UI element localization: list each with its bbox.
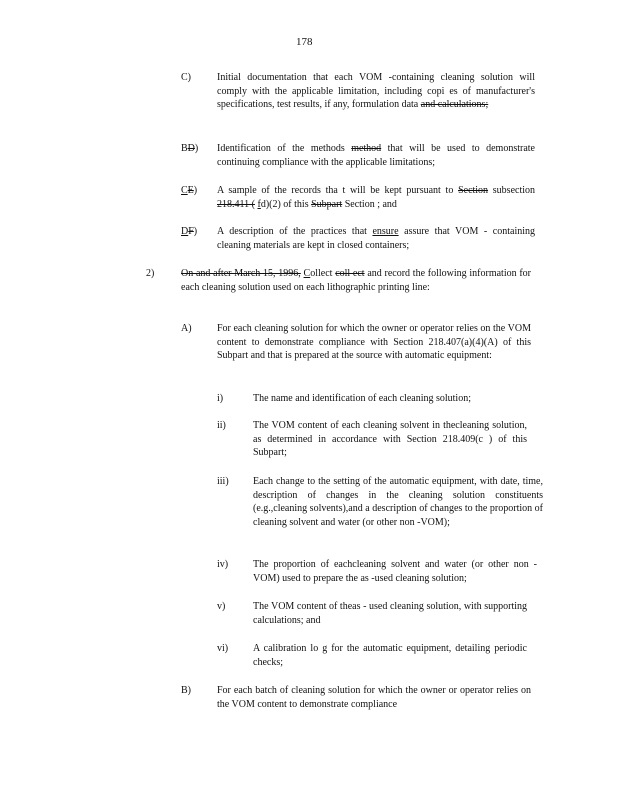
item-label: [217, 419, 226, 433]
item-label: [181, 71, 191, 85]
item-text: [217, 322, 531, 363]
item-label: [146, 267, 154, 281]
struck-text: and calculations;: [420, 99, 489, 111]
text-run: ): [193, 185, 198, 196]
text-run: C): [181, 72, 191, 83]
text-run: that will be used to demonstrate continuing compliance with the applicable limitations;: [217, 143, 535, 168]
text-run: For each cleaning solution for which the owner or operator relies on the VOM content to demonstrate compliance with Section 218.407(a)(4)(A) of this Subpart and that is prepared at the source with automatic equipment:: [217, 323, 531, 362]
text-run: For each batch of cleaning solution for which the owner or operator relies on the VOM content to demonstrate compliance: [217, 685, 531, 710]
struck-text: method: [351, 143, 382, 154]
item-label: [217, 558, 228, 572]
item-text: [217, 225, 535, 252]
item-text: [181, 267, 531, 294]
text-run: ): [194, 143, 199, 154]
item-text: [253, 475, 543, 529]
item-label: [181, 322, 192, 336]
struck-text: Section: [458, 185, 489, 196]
text-run: ii): [217, 420, 226, 431]
struck-text: coll ect: [335, 268, 365, 279]
text-run: subsection: [488, 185, 536, 196]
inserted-text: C: [303, 268, 311, 279]
item-label: [181, 142, 198, 156]
page-number: 178: [296, 36, 313, 48]
struck-text: D: [187, 143, 195, 154]
text-run: ): [193, 226, 198, 237]
struck-text: E: [187, 185, 194, 196]
text-run: d)(2) of this: [260, 198, 312, 210]
text-run: assure that VOM - containing cleaning materials are kept in closed containers;: [217, 226, 535, 251]
item-text: [253, 392, 527, 406]
text-run: The name and identification of each cleaning solution;: [253, 393, 471, 404]
text-run: The VOM content of each cleaning solvent in thecleaning solution, as determined in accordance with Section 218.409(c ) of this Subpart;: [253, 420, 527, 459]
inserted-text: ensure: [372, 226, 399, 237]
text-run: iv): [217, 559, 229, 570]
item-text: [253, 642, 527, 669]
item-label: [181, 225, 197, 239]
item-label: [217, 642, 228, 656]
struck-text: Subpart: [311, 198, 343, 210]
item-text: [253, 558, 537, 585]
text-run: Initial documentation that each VOM -containing cleaning solution will comply with the applicable limitation, including copi es of manufacturer's specifications, test results, if any, formulation data: [217, 72, 535, 111]
text-run: and record the following information for each cleaning solution used on each lithographic printing line:: [181, 268, 532, 293]
text-run: ollect: [310, 268, 336, 279]
text-run: iii): [217, 476, 229, 487]
item-text: [217, 684, 531, 711]
text-run: B): [181, 685, 191, 696]
inserted-text: f: [257, 198, 261, 210]
text-run: i): [217, 393, 224, 404]
struck-text: On and after March 15, 1996,: [181, 268, 301, 279]
inserted-text: D: [181, 226, 189, 237]
text-run: 2): [146, 268, 155, 279]
item-text: [253, 419, 527, 460]
text-run: v): [217, 601, 226, 612]
item-text: [253, 600, 527, 627]
item-label: [217, 475, 229, 489]
text-run: A calibration lo g for the automatic equipment, detailing periodic checks;: [253, 643, 527, 668]
item-label: [217, 392, 223, 406]
text-run: Identification of the methods: [217, 143, 352, 154]
inserted-text: C: [181, 185, 188, 196]
text-run: The proportion of eachcleaning solvent and water (or other non -VOM) used to prepare the as -used cleaning solution;: [253, 559, 537, 584]
item-label: [181, 184, 197, 198]
text-run: vi): [217, 643, 229, 654]
item-text: [217, 184, 535, 211]
item-label: [217, 600, 225, 614]
text-run: Each change to the setting of the automatic equipment, with date, time, description of changes in the cleaning solution constituents (e.g.,cleaning solvents),and a description of changes to the proportion of cleaning solvent and water (or other non -VOM);: [253, 476, 543, 528]
text-run: A): [181, 323, 192, 334]
item-text: [217, 142, 535, 169]
text-run: A description of the practices that: [217, 226, 373, 237]
text-run: The VOM content of theas - used cleaning solution, with supporting calculations; and: [253, 601, 527, 626]
item-label: [181, 684, 191, 698]
struck-text: F: [188, 226, 194, 237]
struck-text: 218.411 (: [217, 198, 255, 210]
text-run: Section ; and: [342, 198, 397, 210]
item-text: [217, 71, 535, 112]
text-run: B: [181, 143, 188, 154]
text-run: A sample of the records tha t will be kept pursuant to: [217, 185, 459, 196]
